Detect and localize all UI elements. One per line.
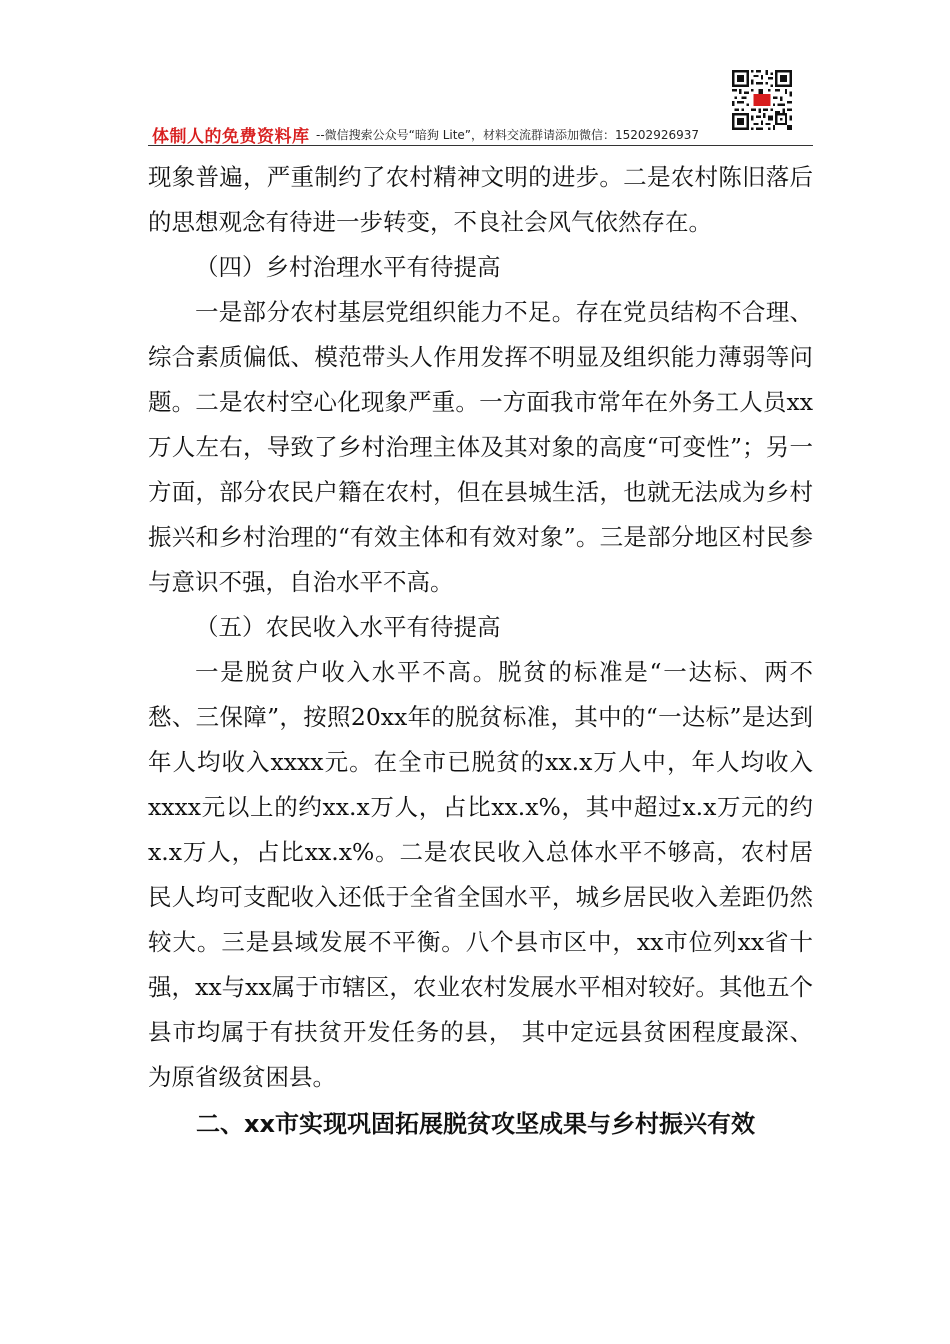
paragraph-governance: 一是部分农村基层党组织能力不足。存在党员结构不合理、综合素质偏低、模范带头人作用发挥不明显及组织能力薄弱等问题。二是农村空心化现象严重。一方面我市常年在外务工人员xx万人左右，导致了乡村治理主体及其对象的高度“可变性”；另一方面，部分农民户籍在农村，但在县城生活，也就无法成为乡村振兴和乡村治理的“有效主体和有效对象”。三是部分地区村民参与意识不强，自治水平不高。: [148, 298, 813, 596]
section-heading: 二、xx市实现巩固拓展脱贫攻坚成果与乡村振兴有效: [196, 1110, 755, 1138]
document-body: [148, 155, 813, 1147]
header-divider: [148, 145, 813, 146]
header-info: --微信搜索公众号“暗狗 Lite”，材料交流群请添加微信：15202926937: [316, 128, 699, 142]
subheading-income: （五）农民收入水平有待提高: [195, 613, 501, 641]
qr-code-icon: [732, 70, 792, 130]
paragraph-continuation: 现象普遍，严重制约了农村精神文明的进步。二是农村陈旧落后的思想观念有待进一步转变，不良社会风气依然存在。: [148, 163, 813, 236]
header-brand: 体制人的免费资料库: [152, 127, 310, 147]
page-header: [148, 64, 813, 147]
subheading-governance: （四）乡村治理水平有待提高: [195, 253, 501, 281]
paragraph-income: 一是脱贫户收入水平不高。脱贫的标准是“一达标、两不愁、三保障”，按照20xx年的脱贫标准，其中的“一达标”是达到年人均收入xxxx元。在全市已脱贫的xx.x万人中，年人均收入xxxx元以上的约xx.x万人，占比xx.x%，其中超过x.x万元的约x.x万人，占比xx.x%。二是农民收入总体水平不够高，农村居民人均可支配收入还低于全省全国水平，城乡居民收入差距仍然较大。三是县域发展不平衡。八个县市区中，xx市位列xx省十强，xx与xx属于市辖区，农业农村发展水平相对较好。其他五个县市均属于有扶贫开发任务的县， 其中定远县贫困程度最深、为原省级贫困县。: [148, 658, 813, 1091]
